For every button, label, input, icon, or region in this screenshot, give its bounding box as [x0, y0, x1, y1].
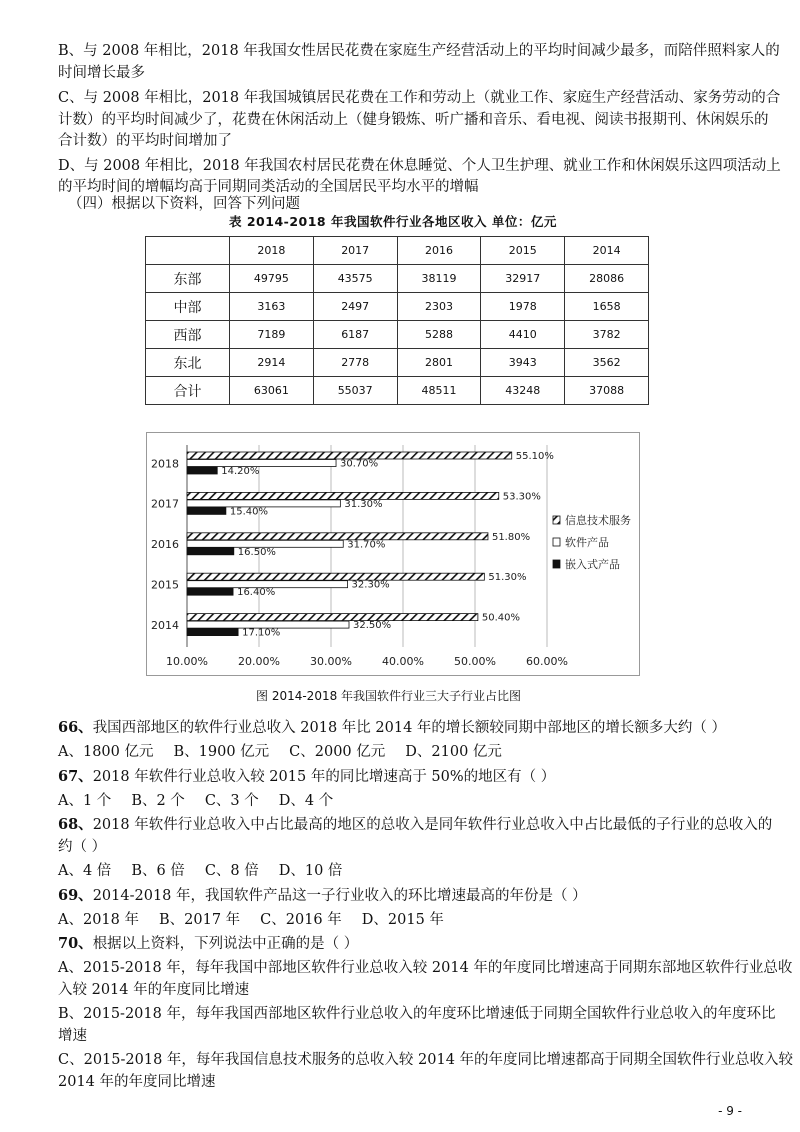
table-cell: 5288: [397, 321, 481, 349]
row-label: 东北: [146, 349, 230, 377]
table-cell: 2303: [397, 293, 481, 321]
question-text: 2018 年软件行业总收入中占比最高的地区的总收入是同年软件行业总收入中占比最低的子行业的总收入的: [92, 817, 773, 833]
y-category-label: 2018: [151, 457, 179, 471]
y-category-label: 2016: [151, 538, 179, 552]
question-66-options: [58, 742, 522, 762]
option-d-line2: 的平均时间的增幅均高于同期同类活动的全国居民平均水平的增幅: [58, 179, 479, 195]
data-label: 17.10%: [242, 627, 281, 639]
table-cell: 3163: [230, 293, 314, 321]
question-69: [58, 886, 587, 906]
q70-option-a-line2: 入较 2014 年的年度同比增速: [58, 982, 250, 998]
x-tick-label: 10.00%: [166, 655, 208, 668]
table-header-cell: 2015: [481, 237, 565, 265]
question-number: 68、: [58, 816, 93, 833]
data-label: 51.30%: [488, 572, 527, 584]
x-tick-label: 20.00%: [238, 655, 280, 668]
question-68-options: [58, 861, 362, 881]
q70-option-c-line2: 2014 年的年度同比增速: [58, 1074, 216, 1090]
bar-solid: [187, 588, 233, 595]
table-header-cell: 2017: [313, 237, 397, 265]
table-cell: 37088: [565, 377, 649, 405]
option-d[interactable]: D、2015 年: [361, 912, 444, 928]
table-header-cell: 2018: [230, 237, 314, 265]
legend-label: 软件产品: [565, 536, 609, 549]
bar-solid: [187, 629, 238, 636]
table-row: [146, 349, 649, 377]
option-c[interactable]: C、2016 年: [260, 912, 342, 928]
y-category-label: 2017: [151, 497, 179, 511]
data-label: 31.70%: [347, 539, 386, 551]
option-a[interactable]: A、2018 年: [58, 912, 139, 928]
legend-swatch: [553, 516, 560, 524]
option-b-line1: B、与 2008 年相比，2018 年我国女性居民花费在家庭生产经营活动上的平均时间减少最多，而陪伴照料家人的: [58, 43, 780, 59]
table-cell: 2778: [313, 349, 397, 377]
table-cell: 3782: [565, 321, 649, 349]
question-text: 我国西部地区的软件行业总收入 2018 年比 2014 年的增长额较同期中部地区的增长额多大约（ ）: [92, 720, 727, 736]
option-b[interactable]: B、6 倍: [131, 863, 185, 879]
legend-label: 嵌入式产品: [565, 558, 620, 571]
question-number: 69、: [58, 887, 93, 904]
table-cell: 3562: [565, 349, 649, 377]
data-label: 31.30%: [344, 498, 383, 510]
data-label: 53.30%: [502, 491, 541, 503]
question-67-options: [58, 791, 353, 811]
option-d[interactable]: D、2100 亿元: [405, 744, 502, 760]
bar-hatched: [187, 573, 484, 580]
data-label: 51.80%: [491, 531, 531, 543]
table-cell: 43575: [313, 265, 397, 293]
chart-canvas: [147, 433, 641, 677]
x-tick-label: 60.00%: [526, 655, 568, 668]
option-b[interactable]: B、2 个: [131, 793, 185, 809]
question-69-options: [58, 910, 464, 930]
table-cell: 28086: [565, 265, 649, 293]
option-c[interactable]: C、3 个: [204, 793, 259, 809]
table-cell: 2497: [313, 293, 397, 321]
data-label: 14.20%: [221, 466, 260, 477]
table-row: [146, 265, 649, 293]
bar-solid: [187, 467, 217, 474]
x-tick-label: 40.00%: [382, 655, 424, 668]
table-cell: 4410: [481, 321, 565, 349]
option-d-line1: D、与 2008 年相比，2018 年我国农村居民花费在休息睡觉、个人卫生护理、就业工作和休闲娱乐这四项活动上: [58, 158, 781, 174]
table-row: [146, 293, 649, 321]
table-header-row: [146, 237, 649, 265]
page-number: - 9 -: [718, 1104, 742, 1118]
table-header-cell: 2014: [565, 237, 649, 265]
q70-option-a-line1[interactable]: A、2015-2018 年，每年我国中部地区软件行业总收入较 2014 年的年度同比增速高于同期东部地区软件行业总收: [58, 960, 793, 976]
table-cell: 7189: [230, 321, 314, 349]
option-a[interactable]: A、1 个: [58, 793, 112, 809]
option-d[interactable]: D、10 倍: [278, 863, 343, 879]
table-header-cell: 2016: [397, 237, 481, 265]
legend-label: 信息技术服务: [565, 514, 631, 527]
table-cell: 2801: [397, 349, 481, 377]
table-cell: 32917: [481, 265, 565, 293]
question-number: 67、: [58, 768, 93, 785]
table-cell: 38119: [397, 265, 481, 293]
question-68-line2: 约（ ）: [58, 839, 107, 855]
revenue-table: [145, 236, 649, 405]
row-label: 合计: [146, 377, 230, 405]
option-a[interactable]: A、4 倍: [58, 863, 112, 879]
table-cell: 1658: [565, 293, 649, 321]
bar-hatched: [187, 492, 499, 499]
question-70: [58, 934, 358, 954]
data-label: 30.70%: [340, 458, 379, 470]
option-b-line2: 时间增长最多: [58, 65, 145, 81]
question-text: 根据以上资料，下列说法中正确的是（ ）: [92, 936, 359, 952]
section-heading: （四）根据以下资料，回答下列问题: [68, 196, 300, 212]
table-cell: 3943: [481, 349, 565, 377]
chart-caption: 图 2014-2018 年我国软件行业三大子行业占比图: [256, 689, 522, 703]
q70-option-c-line1[interactable]: C、2015-2018 年，每年我国信息技术服务的总收入较 2014 年的年度同比增速都高于同期全国软件行业总收入较: [58, 1052, 794, 1068]
table-cell: 2914: [230, 349, 314, 377]
table-header-cell: [146, 237, 230, 265]
row-label: 东部: [146, 265, 230, 293]
table-cell: 55037: [313, 377, 397, 405]
legend-swatch: [553, 538, 560, 546]
option-c-line2: 计数）的平均时间减少了，花费在休闲活动上（健身锻炼、听广播和音乐、看电视、阅读书报期刊、休闲娱乐的: [58, 112, 769, 128]
option-c[interactable]: C、2000 亿元: [289, 744, 386, 760]
question-text: 2018 年软件行业总收入较 2015 年的同比增速高于 50%的地区有（ ）: [92, 769, 556, 785]
question-number: 70、: [58, 935, 93, 952]
data-label: 55.10%: [515, 451, 554, 462]
bar-hatched: [187, 533, 488, 540]
question-number: 66、: [58, 719, 93, 736]
bar-hatched: [187, 614, 478, 621]
option-c-line3: 合计数）的平均时间增加了: [58, 133, 232, 149]
table-cell: 1978: [481, 293, 565, 321]
share-chart: [146, 432, 640, 676]
legend-swatch: [553, 560, 560, 568]
option-b[interactable]: B、2017 年: [158, 912, 241, 928]
table-cell: 43248: [481, 377, 565, 405]
table-row: [146, 321, 649, 349]
x-tick-label: 30.00%: [310, 655, 352, 668]
option-b[interactable]: B、1900 亿元: [173, 744, 270, 760]
table-cell: 6187: [313, 321, 397, 349]
y-category-label: 2014: [151, 618, 179, 632]
table-title: 表 2014-2018 年我国软件行业各地区收入 单位：亿元: [229, 214, 557, 229]
x-tick-label: 50.00%: [454, 655, 496, 668]
table-row: [146, 377, 649, 405]
option-c-line1: C、与 2008 年相比，2018 年我国城镇居民花费在工作和劳动上（就业工作、家庭生产经营活动、家务劳动的合: [58, 90, 781, 106]
option-c[interactable]: C、8 倍: [204, 863, 259, 879]
data-label: 15.40%: [229, 506, 269, 518]
data-label: 32.30%: [351, 579, 390, 591]
row-label: 西部: [146, 321, 230, 349]
data-label: 50.40%: [481, 612, 521, 624]
q70-option-b-line2: 增速: [58, 1028, 87, 1044]
data-label: 32.50%: [353, 620, 392, 632]
question-67: [58, 767, 555, 787]
data-label: 16.40%: [237, 587, 276, 599]
option-d[interactable]: D、4 个: [278, 793, 334, 809]
bar-solid: [187, 548, 234, 555]
question-68: [58, 815, 772, 835]
y-category-label: 2015: [151, 578, 179, 592]
table-cell: 48511: [397, 377, 481, 405]
option-a[interactable]: A、1800 亿元: [58, 744, 154, 760]
q70-option-b-line1[interactable]: B、2015-2018 年，每年我国西部地区软件行业总收入的年度环比增速低于同期全国软件行业总收入的年度环比: [58, 1006, 776, 1022]
bar-solid: [187, 507, 226, 514]
bar-hollow: [187, 460, 336, 467]
question-text: 2014-2018 年，我国软件产品这一子行业收入的环比增速最高的年份是（ ）: [92, 888, 587, 904]
question-66: [58, 718, 726, 738]
data-label: 16.50%: [237, 546, 276, 558]
table-cell: 49795: [230, 265, 314, 293]
row-label: 中部: [146, 293, 230, 321]
table-cell: 63061: [230, 377, 314, 405]
